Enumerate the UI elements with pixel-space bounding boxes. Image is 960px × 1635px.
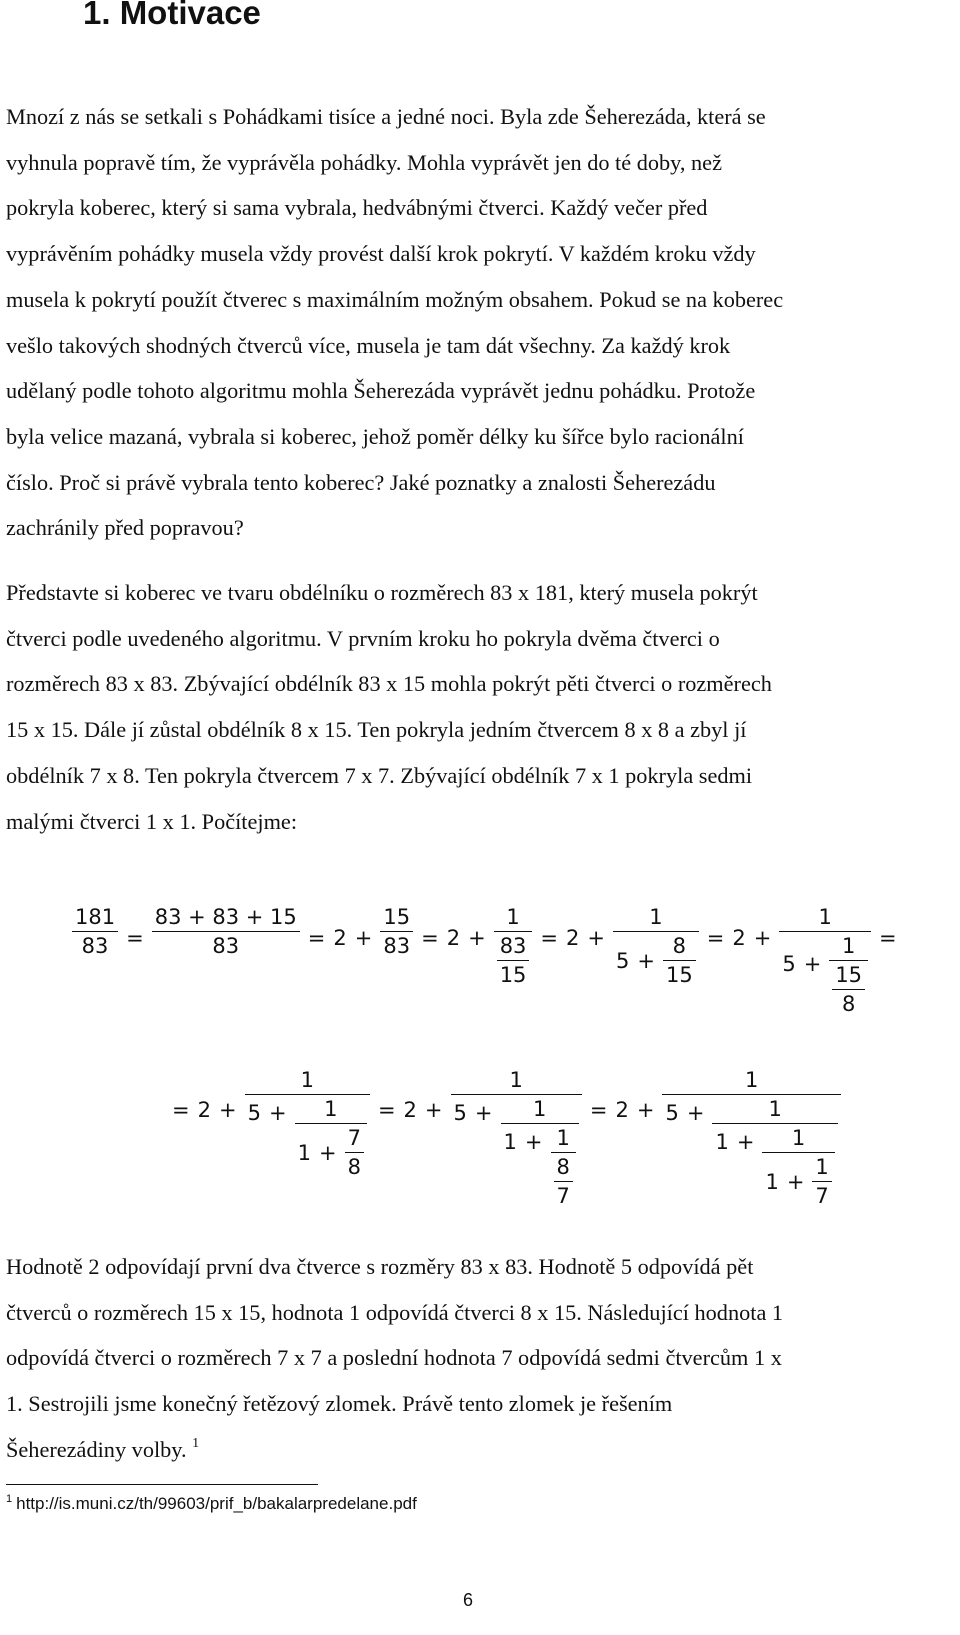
fraction: $\frac{1}{\frac{83}{15}}$ [494,905,533,987]
text-line: čtverci podle uvedeného algoritmu. V prvním kroku ho pokryla dvěma čtverci o [6,625,720,651]
fraction: 1 5 + 1 1 + $\frac{1}{\frac{8}{7}}$ [451,1068,582,1208]
fraction: $\frac{15}{8}$ [832,963,865,1016]
fraction: 1 1 + $\frac{1}{7}$ [762,1126,834,1208]
fraction: 1 5 + $\frac{8}{15}$ [613,905,699,987]
text-line: Hodnotě 2 odpovídají první dva čtverce s rozměry 83 x 83. Hodnotě 5 odpovídá pět [6,1254,754,1279]
text-line: Šeherezádiny volby. $^1$ [6,1435,200,1462]
fraction: 1 1 + 1 1 + $\frac{1}{7}$ [712,1097,837,1208]
section-heading: 1. Motivace [83,0,261,31]
footnote-reference[interactable]: 1 [192,1435,200,1451]
fraction: 1 1 + $\frac{7}{8}$ [295,1097,367,1179]
text-line: malými čtverci 1 x 1. Počítejme: [6,808,298,834]
fraction: $\frac{83}{15}$ [497,934,530,987]
text-line: zachránily před popravou? [6,515,244,541]
footnote [6,1494,417,1514]
text-line: Představte si koberec ve tvaru obdélníku o rozměrech 83 x 181, který musela pokrýt [6,580,758,605]
text-line: Mnozí z nás se setkali s Pohádkami tisíce a jedné noci. Byla zde Šeherezáda, která se [6,104,766,129]
equation-line-2: = 2 + 1 5 + 1 1 + $\frac{7}{8}$ = 2 + 1 5 + 1 1 + $\frac{1}{\frac{8}{7}}$ = 2 + 1 5 + 1 1 + 1 1 + $\frac{1}{7}$ [172,1068,841,1208]
fraction: $\frac{1}{\frac{8}{7}}$ [551,1126,576,1208]
footnote-link[interactable]: http://is.muni.cz/th/99603/prif_b/bakalarpredelane.pdf [16,1494,417,1513]
fraction: $\frac{15}{83}$ [380,905,413,958]
text-line: vyprávěním pohádky musela vždy provést další krok pokrytí. V každém kroku vždy [6,241,756,267]
fraction: 1 5 + 1 1 + 1 1 + $\frac{1}{7}$ [662,1068,840,1208]
fraction: $\frac{1}{\frac{15}{8}}$ [829,934,868,1016]
text-line: čtverců o rozměrech 15 x 15, hodnota 1 odpovídá čtverci 8 x 15. Následující hodnota 1 [6,1299,784,1325]
fraction: $\frac{8}{15}$ [663,934,696,987]
fraction: 1 1 + $\frac{1}{\frac{8}{7}}$ [501,1097,579,1208]
text-line: musela k pokrytí použít čtverec s maximálním možným obsahem. Pokud se na koberec [6,286,784,312]
fraction: $\frac{83 + 83 + 15}{83}$ [152,905,300,958]
footnote-marker: 1 [6,1493,13,1505]
text-line: udělaný podle tohoto algoritmu mohla Šeherezáda vyprávět jednu pohádku. Protože [6,378,756,404]
fraction: $\frac{1}{7}$ [812,1155,831,1208]
text-line: 15 x 15. Dále jí zůstal obdélník 8 x 15. Ten pokryla jedním čtvercem 8 x 8 a zbyl jí [6,717,747,743]
fraction: $\frac{181}{83}$ [72,905,118,958]
fraction: $\frac{8}{7}$ [554,1155,573,1208]
text-line: byla velice mazaná, vybrala si koberec, jehož poměr délky ku šířce bylo racionální [6,423,744,449]
text-line: odpovídá čtverci o rozměrech 7 x 7 a poslední hodnota 7 odpovídá sedmi čtvercům 1 x [6,1345,782,1371]
equation-line-1: $\frac{181}{83}$ = $\frac{83 + 83 + 15}{83}$ = 2 + $\frac{15}{83}$ = 2 + $\frac{1}{\frac{83}{15}}$ = 2 + 1 5 + $\frac{8}{15}$ = 2 + 1 5 + $\frac{1}{\frac{15}{8}}$ = [72,905,905,1016]
text-line: 1. Sestrojili jsme konečný řetězový zlomek. Právě tento zlomek je řešením [6,1391,673,1417]
footnote-separator [6,1484,318,1485]
text-line: pokryla koberec, který si sama vybrala, hedvábnými čtverci. Každý večer před [6,195,708,221]
text-line: vešlo takových shodných čtverců více, musela je tam dát všechny. Za každý krok [6,332,731,358]
text-line: vyhnula popravě tím, že vyprávěla pohádky. Mohla vyprávět jen do té doby, než [6,149,722,175]
text-line: číslo. Proč si právě vybrala tento koberec? Jaké poznatky a znalosti Šeherezádu [6,469,716,495]
fraction: $\frac{7}{8}$ [345,1126,364,1179]
text-line: obdélník 7 x 8. Ten pokryla čtvercem 7 x 7. Zbývající obdélník 7 x 1 pokryla sedmi [6,762,753,788]
conclusion-paragraph [6,1244,960,1477]
text-line: rozměrech 83 x 83. Zbývající obdélník 83 x 15 mohla pokrýt pěti čtverci o rozměrech [6,671,772,697]
example-paragraph [6,570,960,844]
intro-paragraph [6,94,960,551]
fraction: 1 5 + 1 1 + $\frac{7}{8}$ [245,1068,370,1179]
page-number: 6 [463,1590,474,1610]
fraction: 1 5 + $\frac{1}{\frac{15}{8}}$ [779,905,871,1016]
